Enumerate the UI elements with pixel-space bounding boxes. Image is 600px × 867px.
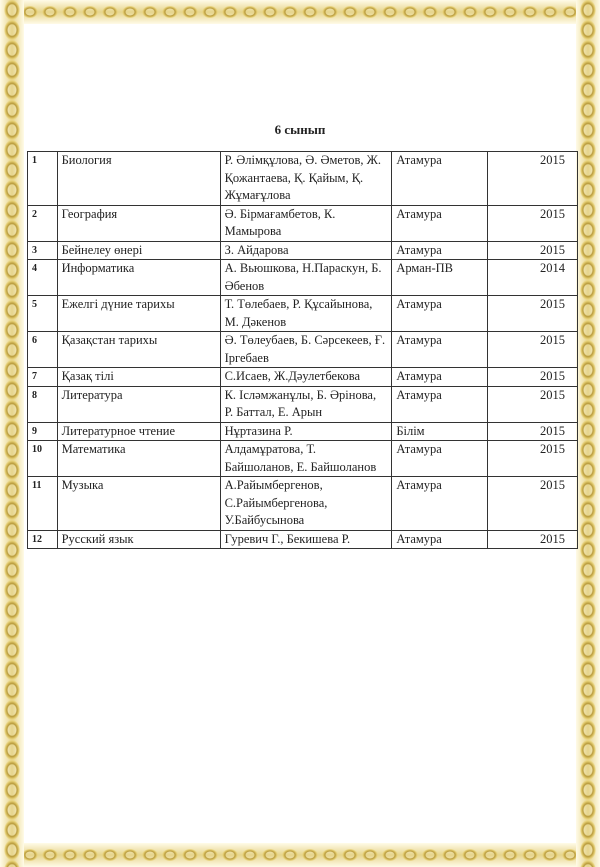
authors-cell: Т. Төлебаев, Р. Құсайынова, М. Дәкенов [220,296,392,332]
row-number: 1 [28,152,58,206]
row-number: 6 [28,332,58,368]
row-number: 10 [28,441,58,477]
authors-cell: З. Айдарова [220,241,392,260]
row-number: 9 [28,422,58,441]
textbook-table [27,151,578,549]
subject-cell: Биология [57,152,220,206]
row-number: 3 [28,241,58,260]
decorative-border-bottom [0,843,600,867]
publisher-cell: Атамура [392,477,487,531]
table-row [28,152,578,206]
publisher-cell: Атамура [392,530,487,549]
subject-cell: Қазақстан тарихы [57,332,220,368]
row-number: 4 [28,260,58,296]
year-cell: 2015 [487,296,577,332]
publisher-cell: Атамура [392,332,487,368]
year-cell: 2015 [487,441,577,477]
subject-cell: Музыка [57,477,220,531]
decorative-border-top [0,0,600,24]
publisher-cell: Атамура [392,368,487,387]
year-cell: 2015 [487,368,577,387]
table-row [28,205,578,241]
publisher-cell: Атамура [392,441,487,477]
row-number: 5 [28,296,58,332]
subject-cell: Ежелгі дүние тарихы [57,296,220,332]
table-row [28,530,578,549]
row-number: 12 [28,530,58,549]
subject-cell: Русский язык [57,530,220,549]
year-cell: 2015 [487,332,577,368]
year-cell: 2015 [487,386,577,422]
table-row [28,477,578,531]
year-cell: 2014 [487,260,577,296]
subject-cell: Қазақ тілі [57,368,220,387]
year-cell: 2015 [487,205,577,241]
table-row [28,386,578,422]
publisher-cell: Арман-ПВ [392,260,487,296]
publisher-cell: Атамура [392,152,487,206]
authors-cell: Гуревич Г., Бекишева Р. [220,530,392,549]
authors-cell: Ә. Бірмағамбетов, К. Мамырова [220,205,392,241]
table-row [28,441,578,477]
table-row [28,332,578,368]
row-number: 7 [28,368,58,387]
row-number: 11 [28,477,58,531]
publisher-cell: Атамура [392,386,487,422]
publisher-cell: Білім [392,422,487,441]
authors-cell: Ә. Төлеубаев, Б. Сәрсекеев, Ғ. Іргебаев [220,332,392,368]
year-cell: 2015 [487,530,577,549]
page-heading: 6 сынып [274,122,326,137]
authors-cell: А. Вьюшкова, Н.Параскун, Б. Әбенов [220,260,392,296]
subject-cell: География [57,205,220,241]
publisher-cell: Атамура [392,296,487,332]
authors-cell: Алдамұратова, Т. Байшоланов, Е. Байшоланов [220,441,392,477]
table-row [28,422,578,441]
publisher-cell: Атамура [392,205,487,241]
table-row [28,260,578,296]
subject-cell: Информатика [57,260,220,296]
table-row [28,368,578,387]
subject-cell: Литературное чтение [57,422,220,441]
authors-cell: А.Райымбергенов, С.Райымбергенова, У.Байбусынова [220,477,392,531]
subject-cell: Бейнелеу өнері [57,241,220,260]
authors-cell: Нұртазина Р. [220,422,392,441]
authors-cell: С.Исаев, Ж.Дәулетбекова [220,368,392,387]
subject-cell: Математика [57,441,220,477]
publisher-cell: Атамура [392,241,487,260]
year-cell: 2015 [487,422,577,441]
authors-cell: Р. Әлімқұлова, Ә. Әметов, Ж. Қожантаева, Қ. Қайым, Қ. Жұмағұлова [220,152,392,206]
year-cell: 2015 [487,152,577,206]
table-row [28,241,578,260]
year-cell: 2015 [487,241,577,260]
table-row [28,296,578,332]
subject-cell: Литература [57,386,220,422]
year-cell: 2015 [487,477,577,531]
row-number: 8 [28,386,58,422]
authors-cell: К. Ісләмжанұлы, Б. Әрінова, Р. Баттал, Е. Арын [220,386,392,422]
row-number: 2 [28,205,58,241]
